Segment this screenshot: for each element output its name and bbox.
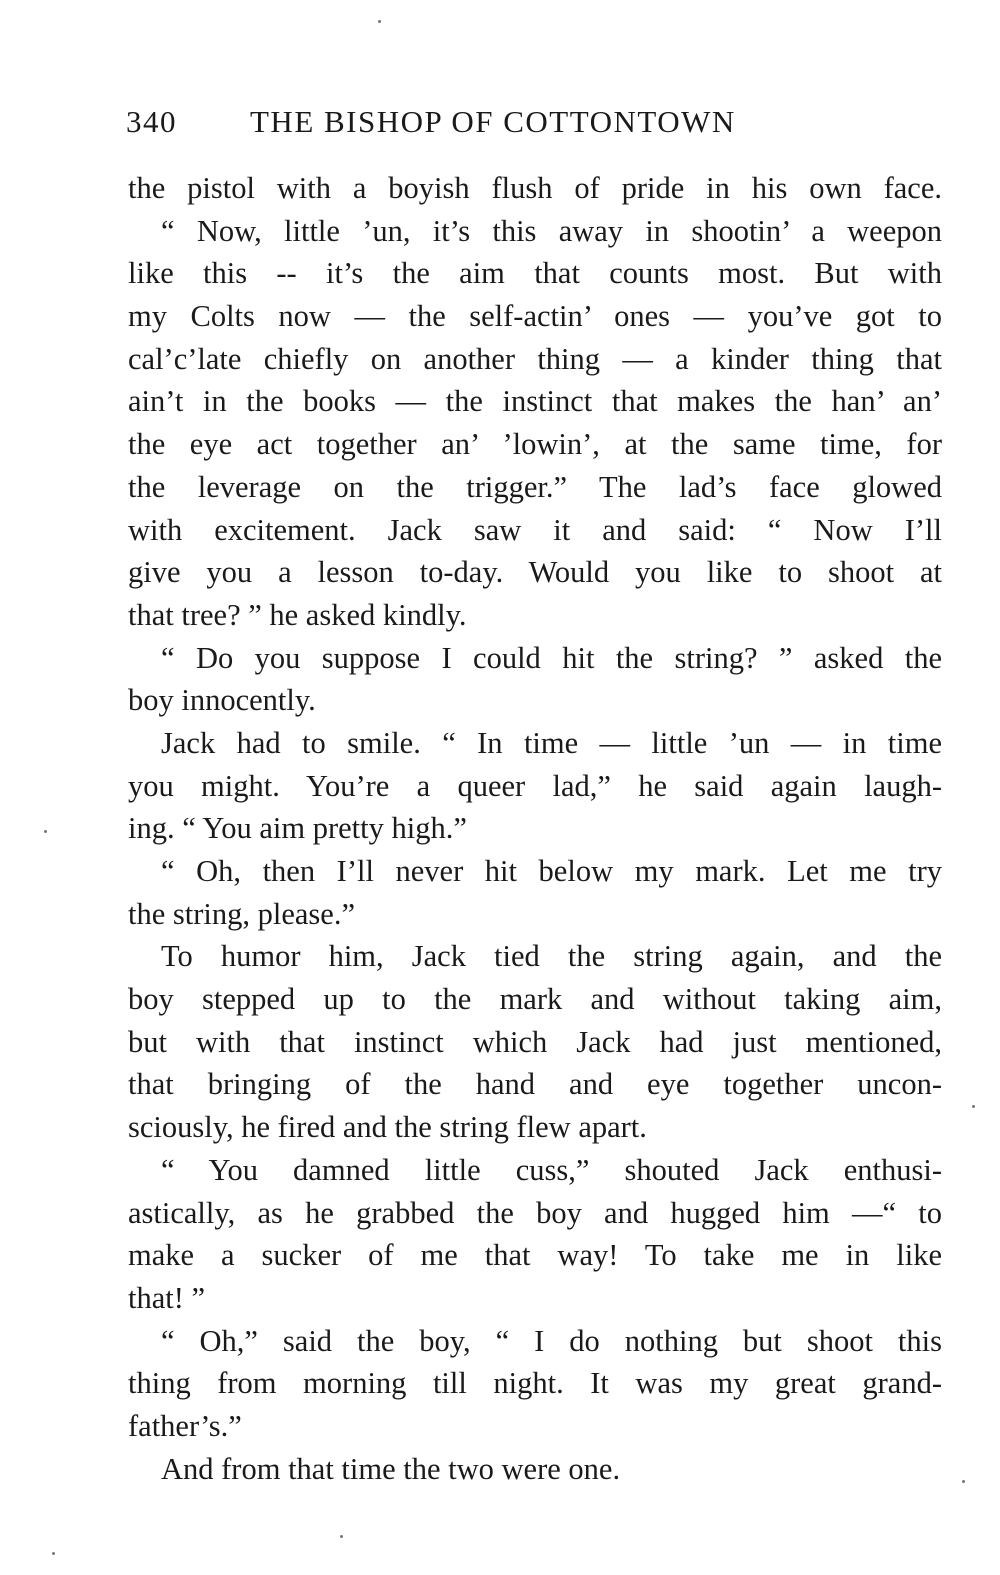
text-line: “ Oh, then I’ll never hit below my mark. Let me try — [161, 854, 942, 888]
text-line: cal’c’late chiefly on another thing — a kinder thing that — [128, 341, 942, 376]
paper-speck — [972, 1105, 975, 1108]
text-line: father’s.” — [128, 1408, 242, 1443]
paper-speck — [962, 1480, 965, 1483]
paragraph — [128, 1149, 942, 1320]
paragraph — [128, 1448, 942, 1491]
text-line: but with that instinct which Jack had just mentioned, — [128, 1024, 942, 1059]
paper-speck — [52, 1552, 55, 1555]
text-line: To humor him, Jack tied the string again, and the — [161, 939, 942, 974]
text-line: that tree? ” he asked kindly. — [128, 597, 467, 632]
text-line: give you a lesson to-day. Would you like to shoot at — [128, 555, 942, 590]
text-line: that bringing of the hand and eye together uncon- — [128, 1067, 942, 1102]
text-line: boy innocently. — [128, 683, 316, 718]
text-line: “ Do you suppose I could hit the string? ” asked the — [161, 640, 942, 675]
text-line: the leverage on the trigger.” The lad’s face glowed — [128, 469, 942, 504]
text-line: And from that time the two were one. — [161, 1451, 621, 1486]
text-line: thing from morning till night. It was my great grand- — [128, 1366, 942, 1401]
paper-speck — [340, 1535, 343, 1538]
paragraph — [128, 210, 942, 637]
text-line: sciously, he fired and the string flew apart. — [128, 1110, 647, 1145]
paragraph — [128, 935, 942, 1148]
text-line: like this -- it’s the aim that counts most. But with — [128, 256, 942, 291]
text-line: with excitement. Jack saw it and said: “ Now I’ll — [128, 512, 942, 547]
text-line: my Colts now — the self-actin’ ones — you’ve got to — [128, 299, 942, 334]
paragraph — [128, 637, 942, 722]
paragraph — [128, 722, 942, 850]
paper-speck — [378, 20, 381, 23]
body-text — [128, 167, 942, 1490]
text-line: “ You damned little cuss,” shouted Jack enthusi- — [161, 1152, 942, 1187]
text-line: you might. You’re a queer lad,” he said again laugh- — [128, 768, 942, 803]
text-line: ain’t in the books — the instinct that makes the han’ an’ — [128, 384, 942, 419]
text-line: astically, as he grabbed the boy and hugged him —“ to — [128, 1195, 942, 1230]
text-line: “ Oh,” said the boy, “ I do nothing but shoot this — [161, 1323, 942, 1358]
paragraph — [128, 850, 942, 935]
text-line: Jack had to smile. “ In time — little ’un — in time — [161, 725, 942, 760]
text-line: the eye act together an’ ’lowin’, at the same time, for — [128, 427, 942, 462]
text-line: make a sucker of me that way! To take me in like — [128, 1238, 942, 1273]
paragraph — [128, 167, 942, 210]
text-line: the pistol with a boyish flush of pride in his own face. — [128, 171, 942, 205]
paper-speck — [44, 830, 47, 833]
text-line: ing. “ You aim pretty high.” — [128, 811, 467, 846]
text-line: “ Now, little ’un, it’s this away in shootin’ a weepon — [161, 213, 942, 248]
running-head — [126, 100, 846, 144]
paragraph — [128, 1320, 942, 1448]
book-title: THE BISHOP OF COTTONTOWN — [250, 104, 736, 139]
text-line: boy stepped up to the mark and without taking aim, — [128, 982, 942, 1017]
text-line: that! ” — [128, 1280, 206, 1315]
text-line: the string, please.” — [128, 896, 355, 931]
page-number: 340 — [126, 104, 177, 139]
